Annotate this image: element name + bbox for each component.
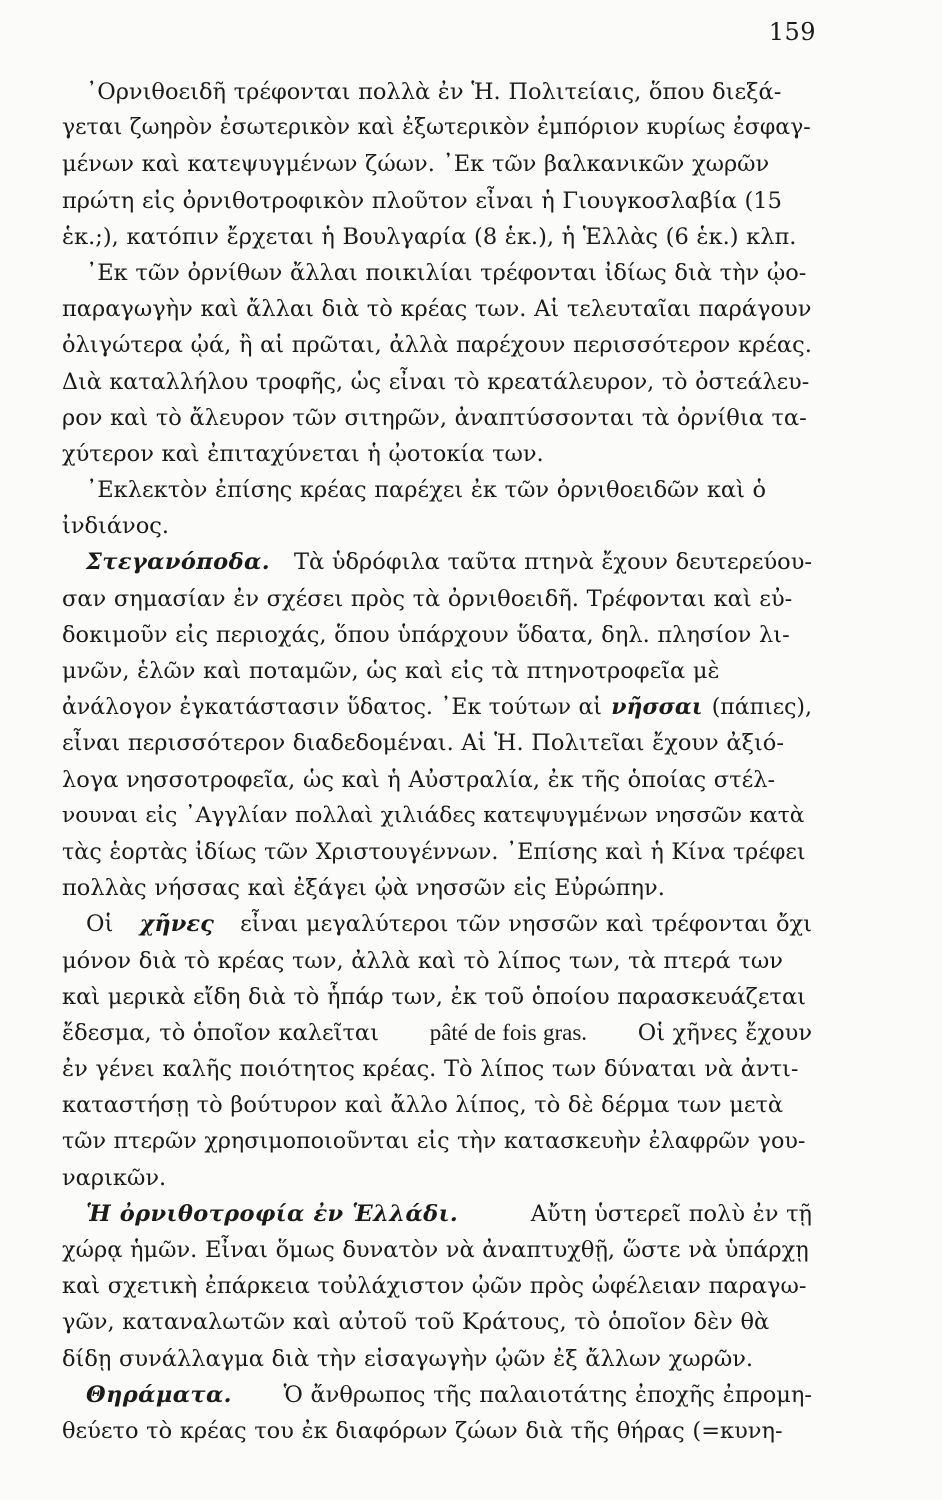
emphasis-term: νῆσσαι (611, 694, 703, 721)
section-heading-game: Θηράματα. (86, 1381, 232, 1408)
text-line (62, 255, 812, 291)
text-line (62, 1087, 812, 1123)
text-segment: γῶν, καταναλωτῶν καὶ αὐτοῦ τοῦ Κράτους, τὸ ὁποῖον δὲν θὰ (62, 1309, 770, 1336)
text-segment: σαν σημασίαν ἐν σχέσει πρὸς τὰ ὀρνιθοειδῆ. Τρέφονται καὶ εὐ- (62, 585, 793, 612)
text-segment: ἑκ.;), κατόπιν ἔρχεται ἡ Βουλγαρία (8 ἑκ.), ἡ Ἑλλὰς (6 ἑκ.) κλπ. (62, 223, 797, 250)
text-segment: γεται ζωηρὸν ἐσωτερικὸν καὶ ἐξωτερικὸν ἐμπόριον κυρίως ἐσφαγ- (62, 115, 811, 141)
text-line (62, 1160, 812, 1196)
text-line (62, 617, 812, 653)
text-line (62, 74, 812, 110)
text-body (62, 74, 812, 1449)
emphasis-term: χῆνες (139, 911, 214, 938)
text-segment: Οἱ (86, 911, 114, 938)
text-line (62, 943, 812, 979)
text-segment: θεύετο τὸ κρέας του ἐκ διαφόρων ζώων διὰ τῆς θήρας (=κυνη- (62, 1417, 783, 1444)
text-line (62, 689, 812, 725)
text-segment: πολλὰς νήσσας καὶ ἐξάγει ᾠὰ νησσῶν εἰς Εὐρώπην. (62, 875, 665, 902)
text-line (62, 1196, 812, 1232)
text-segment: καὶ μερικὰ εἴδη διὰ τὸ ἧπάρ των, ἐκ τοῦ ὁποίου παρασκευάζεται (62, 983, 806, 1010)
text-segment: δοκιμοῦν εἰς περιοχάς, ὅπου ὑπάρχουν ὕδατα, δηλ. πλησίον λι- (62, 621, 790, 648)
text-segment: Οἱ χῆνες ἔχουν (637, 1019, 812, 1046)
text-segment: ἀνάλογον ἐγκατάστασιν ὕδατος. ᾿Εκ τούτων αἱ (62, 695, 602, 721)
text-segment: δίδῃ συνάλλαγμα διὰ τὴν εἰσαγωγὴν ᾠῶν ἐξ ἄλλων χωρῶν. (62, 1345, 754, 1372)
text-segment: Τὰ ὑδρόφιλα ταῦτα πτηνὰ ἔχουν δευτερεύου- (293, 549, 812, 576)
text-segment: ἐν γένει καλῆς ποιότητος κρέας. Τὸ λίπος των δύναται νὰ ἀντι- (62, 1056, 799, 1083)
text-segment: νουναι εἰς ᾿Αγγλίαν πολλαὶ χιλιάδες κατεψυγμένων νησσῶν κατὰ (62, 802, 805, 828)
text-segment: ρον καὶ τὸ ἄλευρον τῶν σιτηρῶν, ἀναπτύσσονται τὰ ὀρνίθια τα- (62, 404, 807, 431)
text-line (62, 1051, 812, 1087)
text-line (62, 762, 812, 798)
text-segment: ᾿Ορνιθοειδῆ τρέφονται πολλὰ ἐν Ἡ. Πολιτείαις, ὅπου διεξά- (86, 79, 782, 105)
text-line (62, 653, 812, 689)
text-segment: ὀλιγώτερα ᾠά, ἢ αἱ πρῶται, ἀλλὰ παρέχουν περισσότερον κρέας. (62, 332, 812, 359)
text-segment: (πάπιες), (711, 695, 812, 721)
text-line (62, 146, 812, 182)
text-line (62, 1377, 812, 1413)
text-segment: καταστήσῃ τὸ βούτυρον καὶ ἄλλο λίπος, τὸ δὲ δέρμα των μετὰ (62, 1092, 784, 1119)
text-line (62, 725, 812, 761)
text-line (62, 1232, 812, 1268)
text-segment: ᾿Εκ τῶν ὀρνίθων ἄλλαι ποικιλίαι τρέφονται ἰδίως διὰ τὴν ᾠο- (86, 259, 807, 286)
text-line (62, 183, 812, 219)
text-segment: ᾿Εκλεκτὸν ἐπίσης κρέας παρέχει ἐκ τῶν ὀρνιθοειδῶν καὶ ὁ (86, 477, 767, 504)
text-line (62, 798, 812, 834)
text-segment: τῶν πτερῶν χρησιμοποιοῦνται εἰς τὴν κατασκευὴν ἐλαφρῶν γου- (62, 1128, 806, 1155)
text-segment: εἶναι μεγαλύτεροι τῶν νησσῶν καὶ τρέφονται ὄχι (240, 911, 812, 938)
section-heading-greece: Ἡ ὀρνιθοτροφία ἐν Ἑλλάδι. (86, 1200, 459, 1227)
text-line (62, 834, 812, 870)
text-segment: Διὰ καταλλήλου τροφῆς, ὡς εἶναι τὸ κρεατάλευρον, τὸ ὀστεάλευ- (62, 368, 810, 395)
text-segment: Ὁ ἄνθρωπος τῆς παλαιοτάτης ἐποχῆς ἐπρομη- (283, 1381, 812, 1408)
text-line (62, 1304, 812, 1340)
text-line (62, 327, 812, 363)
text-line (62, 581, 812, 617)
text-line (62, 1413, 812, 1449)
text-line (62, 870, 812, 906)
text-segment: χώρᾳ ἡμῶν. Εἶναι ὅμως δυνατὸν νὰ ἀναπτυχθῇ, ὥστε νὰ ὑπάρχῃ (62, 1237, 809, 1263)
text-line (62, 906, 812, 942)
text-segment: λογα νησσοτροφεῖα, ὡς καὶ ἡ Αὐστραλία, ἐκ τῆς ὁποίας στέλ- (62, 766, 776, 793)
text-line (62, 110, 812, 146)
text-line (62, 400, 812, 436)
text-line (62, 508, 812, 544)
text-segment: μόνον διὰ τὸ κρέας των, ἀλλὰ καὶ τὸ λίπος των, τὰ πτερά των (62, 947, 783, 974)
text-segment: ἰνδιάνος. (62, 513, 170, 540)
text-segment: ἔδεσμα, τὸ ὁποῖον καλεῖται (62, 1019, 379, 1046)
french-term: pâté de fois gras. (429, 1019, 588, 1045)
text-segment: καὶ σχετικὴ ἐπάρκεια τοὐλάχιστον ᾠῶν πρὸς ὠφέλειαν παραγω- (62, 1273, 807, 1300)
text-line (62, 436, 812, 472)
text-segment: εἶναι περισσότερον διαδεδομέναι. Αἱ Ἡ. Πολιτεῖαι ἔχουν ἀξιό- (62, 730, 784, 757)
text-segment: ναρικῶν. (62, 1164, 167, 1191)
text-segment: πρώτη εἰς ὀρνιθοτροφικὸν πλοῦτον εἶναι ἡ Γιουγκοσλαβία (15 (62, 187, 782, 214)
text-line (62, 364, 812, 400)
text-segment: μένων καὶ κατεψυγμένων ζώων. ᾿Εκ τῶν βαλκανικῶν χωρῶν (62, 151, 770, 178)
text-line (62, 979, 812, 1015)
text-line (62, 1268, 812, 1304)
text-segment: μνῶν, ἑλῶν καὶ ποταμῶν, ὡς καὶ εἰς τὰ πτηνοτροφεῖα μὲ (62, 658, 720, 684)
text-segment: τὰς ἑορτὰς ἰδίως τῶν Χριστουγέννων. ᾿Επίσης καὶ ἡ Κίνα τρέφει (62, 838, 806, 865)
page-number: 159 (768, 18, 816, 46)
text-line (62, 472, 812, 508)
text-line (62, 1341, 812, 1377)
text-line (62, 1015, 812, 1051)
section-heading-stegano: Στεγανόποδα. (86, 549, 270, 576)
text-line (62, 219, 812, 255)
text-segment: χύτερον καὶ ἐπιταχύνεται ἡ ᾠοτοκία των. (62, 440, 544, 467)
text-line (62, 1123, 812, 1159)
text-line (62, 291, 812, 327)
text-segment: παραγωγὴν καὶ ἄλλαι διὰ τὸ κρέας των. Αἱ τελευταῖαι παράγουν (62, 296, 812, 323)
text-line (62, 544, 812, 580)
text-segment: Αὔτη ὑστερεῖ πολὺ ἐν τῇ (530, 1200, 812, 1227)
